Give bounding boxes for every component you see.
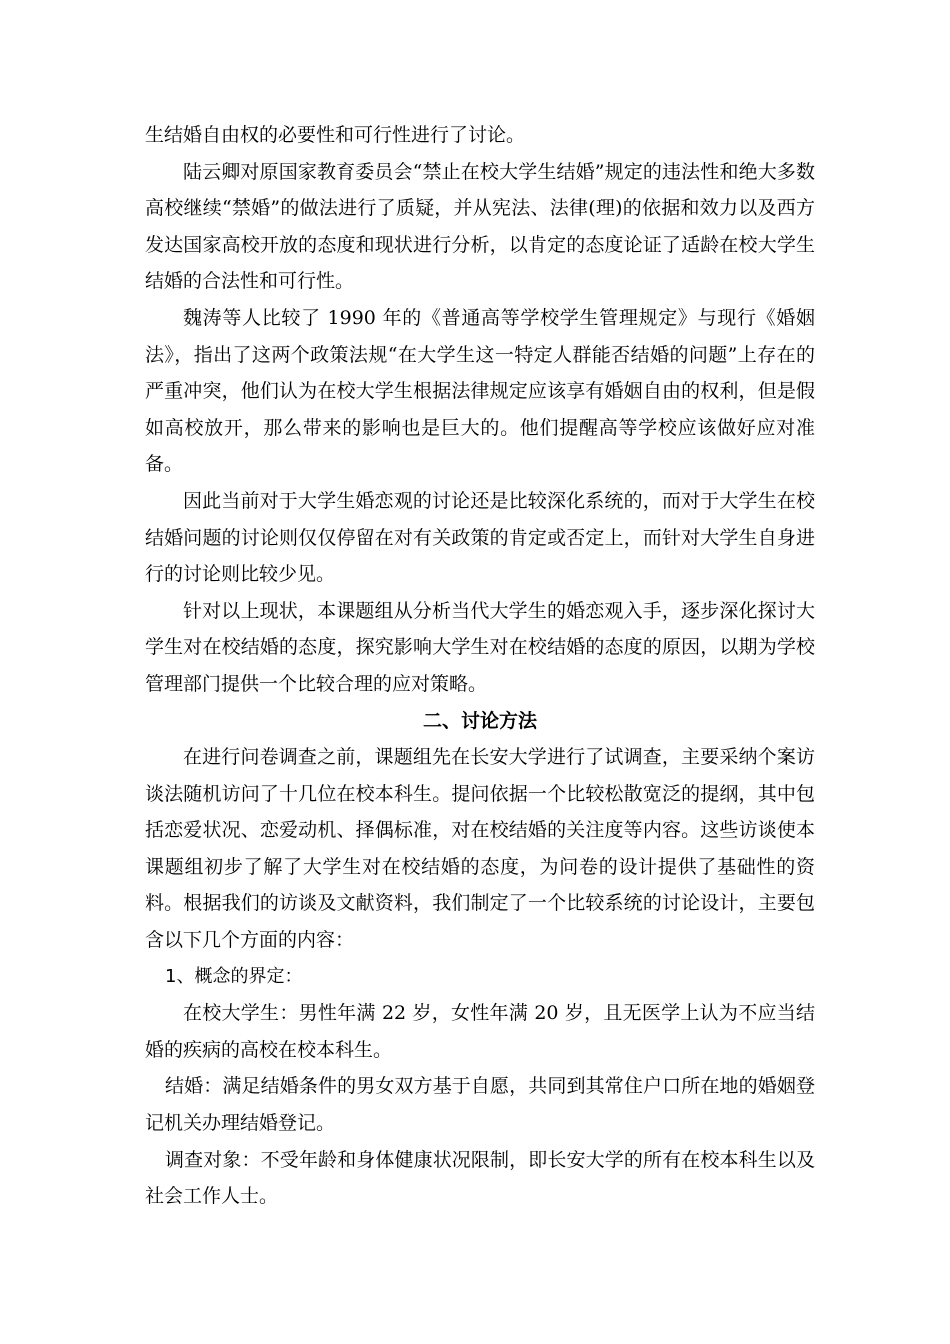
paragraph-method: 在进行问卷调查之前，课题组先在长安大学进行了试调查，主要采纳个案访谈法随机访问了十几位在校本科生。提问依据一个比较松散宽泛的提纲，其中包括恋爱状况、恋爱动机、择偶标准，对在校结婚的关注度等内容。这些访谈使本课题组初步了解了大学生对在校结婚的态度，为问卷的设计提供了基础性的资料。根据我们的访谈及文献资料，我们制定了一个比较系统的讨论设计，主要包含以下几个方面的内容：	[145, 746, 815, 952]
paragraph-summary: 因此当前对于大学生婚恋观的讨论还是比较深化系统的，而对于大学生在校结婚问题的讨论则仅仅停留在对有关政策的肯定或否定上，而针对大学生自身进行的讨论则比较少见。	[145, 489, 815, 586]
definition-college-student: 在校大学生：男性年满 22 岁，女性年满 20 岁，且无医学上认为不应当结婚的疾病的高校在校本科生。	[145, 1002, 815, 1061]
paragraph-wei-tao: 魏涛等人比较了 1990 年的《普通高等学校学生管理规定》与现行《婚姻法》，指出了这两个政策法规“在大学生这一特定人群能否结婚的问题”上存在的严重冲突，他们认为在校大学生根据法律规定应该享有婚姻自由的权利，但是假如高校放开，那么带来的影响也是巨大的。他们提醒高等学校应该做好应对准备。	[145, 306, 815, 476]
subsection-heading: 1、概念的界定：	[165, 965, 303, 987]
paragraph-continuation: 生结婚自由权的必要性和可行性进行了讨论。	[145, 124, 526, 146]
paragraph-research-aim: 针对以上现状，本课题组从分析当代大学生的婚恋观入手，逐步深化探讨大学生对在校结婚的态度，探究影响大学生对在校结婚的态度的原因，以期为学校管理部门提供一个比较合理的应对策略。	[145, 599, 815, 695]
section-heading: 二、讨论方法	[422, 709, 537, 732]
document-body	[145, 117, 815, 1215]
paragraph-lu-yunqing: 陆云卿对原国家教育委员会“禁止在校大学生结婚”规定的违法性和绝大多数高校继续“禁婚”的做法进行了质疑，并从宪法、法律(理)的依据和效力以及西方发达国家高校开放的态度和现状进行分析，以肯定的态度论证了适龄在校大学生结婚的合法性和可行性。	[145, 160, 815, 293]
definition-marriage: 结婚：满足结婚条件的男女双方基于自愿，共同到其常住户口所在地的婚姻登记机关办理结婚登记。	[145, 1075, 815, 1135]
definition-survey-subjects: 调查对象：不受年龄和身体健康状况限制，即长安大学的所有在校本科生以及社会工作人士。	[145, 1148, 815, 1208]
